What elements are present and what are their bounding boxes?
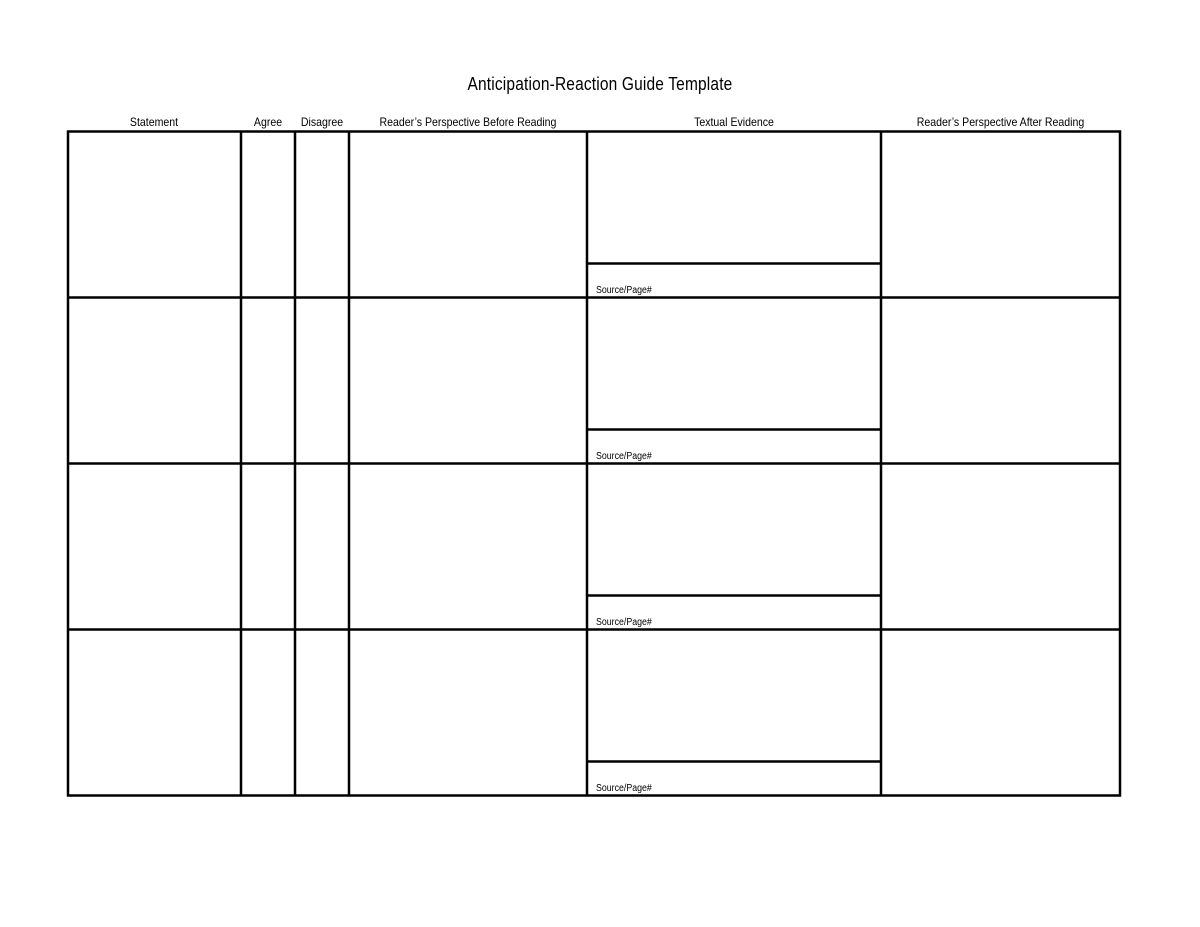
header-statement: Statement	[129, 115, 179, 129]
header-agree: Agree	[253, 115, 283, 129]
source-page-label: Source/Page#	[596, 617, 652, 628]
header-perspective-after: Reader’s Perspective After Reading	[916, 115, 1085, 129]
page-title: Anticipation-Reaction Guide Template	[467, 74, 733, 94]
source-page-label: Source/Page#	[596, 285, 652, 296]
header-textual-evidence: Textual Evidence	[694, 115, 774, 129]
source-page-label: Source/Page#	[596, 451, 652, 462]
header-disagree: Disagree	[300, 115, 344, 129]
source-page-label: Source/Page#	[596, 783, 652, 794]
header-perspective-before: Reader’s Perspective Before Reading	[379, 115, 557, 129]
